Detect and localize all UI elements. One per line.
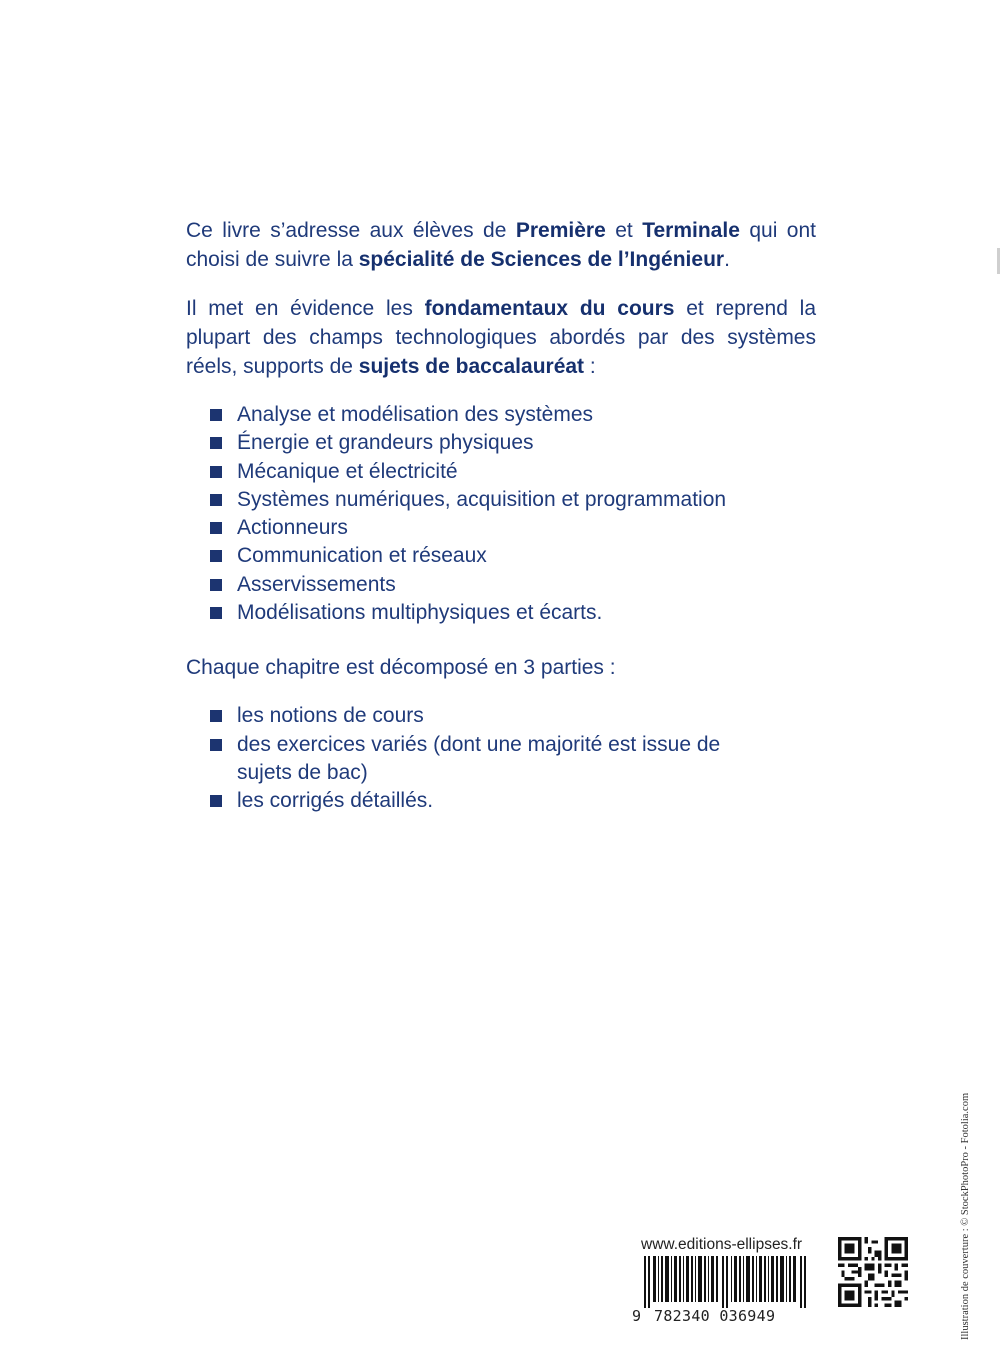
topic-label: Actionneurs [237,516,348,540]
part-label: les notions de cours [237,704,424,728]
list-item [210,731,770,788]
list-item [210,599,816,627]
topic-label: Systèmes numériques, acquisition et programmation [237,487,727,511]
list-item [210,571,816,599]
topic-label: Modélisations multiphysiques et écarts. [237,601,603,625]
list-item [210,702,770,730]
intro-2-bold-fondamentaux: fondamentaux du cours [424,297,675,320]
square-bullet-icon [210,579,222,591]
intro-1-text-a: Ce livre s’adresse aux élèves de [186,219,516,242]
parts-list [186,702,770,815]
part-label: les corrigés détaillés. [237,789,434,813]
topic-label: Analyse et modélisation des systèmes [237,403,594,426]
isbn-first-digit: 9 [632,1307,642,1325]
intro-1-text-b: et [605,219,643,242]
intro-paragraph-2 [186,294,816,381]
topic-label: Communication et réseaux [237,544,487,568]
qr-code-icon [838,1237,908,1307]
list-item [210,542,816,570]
square-bullet-icon [210,437,222,449]
square-bullet-icon [210,522,222,534]
intro-2-text-b: et reprend la plupart des champs technologiques abordés par des systèmes réels, supports de [186,297,816,378]
list-item [210,514,816,542]
list-item [210,458,816,486]
square-bullet-icon [210,795,222,807]
intro-2-text-a: Il met en évidence les [186,297,425,320]
intro-1-bold-premiere: Première [515,219,606,242]
list-item [210,486,816,514]
isbn-digits: 782340 036949 [654,1307,776,1325]
square-bullet-icon [210,550,222,562]
qr-code [838,1237,908,1307]
barcode-icon [632,1256,822,1308]
back-cover-text [186,216,816,842]
topic-label: Asservissements [237,572,396,596]
square-bullet-icon [210,494,222,506]
list-item [210,787,770,815]
intro-paragraph-1 [186,216,816,274]
topic-label: Énergie et grandeurs physiques [237,431,534,455]
intro-2-text-c: : [584,355,596,378]
list-item [210,401,816,429]
square-bullet-icon [210,739,222,751]
intro-1-text-c: qui ont choisi de suivre la [186,219,817,271]
publisher-website: www.editions-ellipses.fr [641,1236,803,1253]
square-bullet-icon [210,466,222,478]
square-bullet-icon [210,710,222,722]
intro-1-bold-specialite: spécialité de Sciences de l’Ingénieur [358,248,725,271]
topic-label: Mécanique et électricité [237,459,458,483]
square-bullet-icon [210,607,222,619]
square-bullet-icon [210,409,222,421]
intro-2-bold-sujets: sujets de baccalauréat [358,355,585,378]
topics-list [186,401,816,627]
cover-illustration-credit: Illustration de couverture : © StockPhotoPro - Fotolia.com [960,1092,971,1340]
intro-1-text-d: . [724,248,730,271]
list-item [210,429,816,457]
structure-intro: Chaque chapitre est décomposé en 3 parties : [186,656,616,680]
part-label: des exercices variés (dont une majorité est issue de sujets de bac) [237,732,721,784]
intro-1-bold-terminale: Terminale [642,219,740,242]
